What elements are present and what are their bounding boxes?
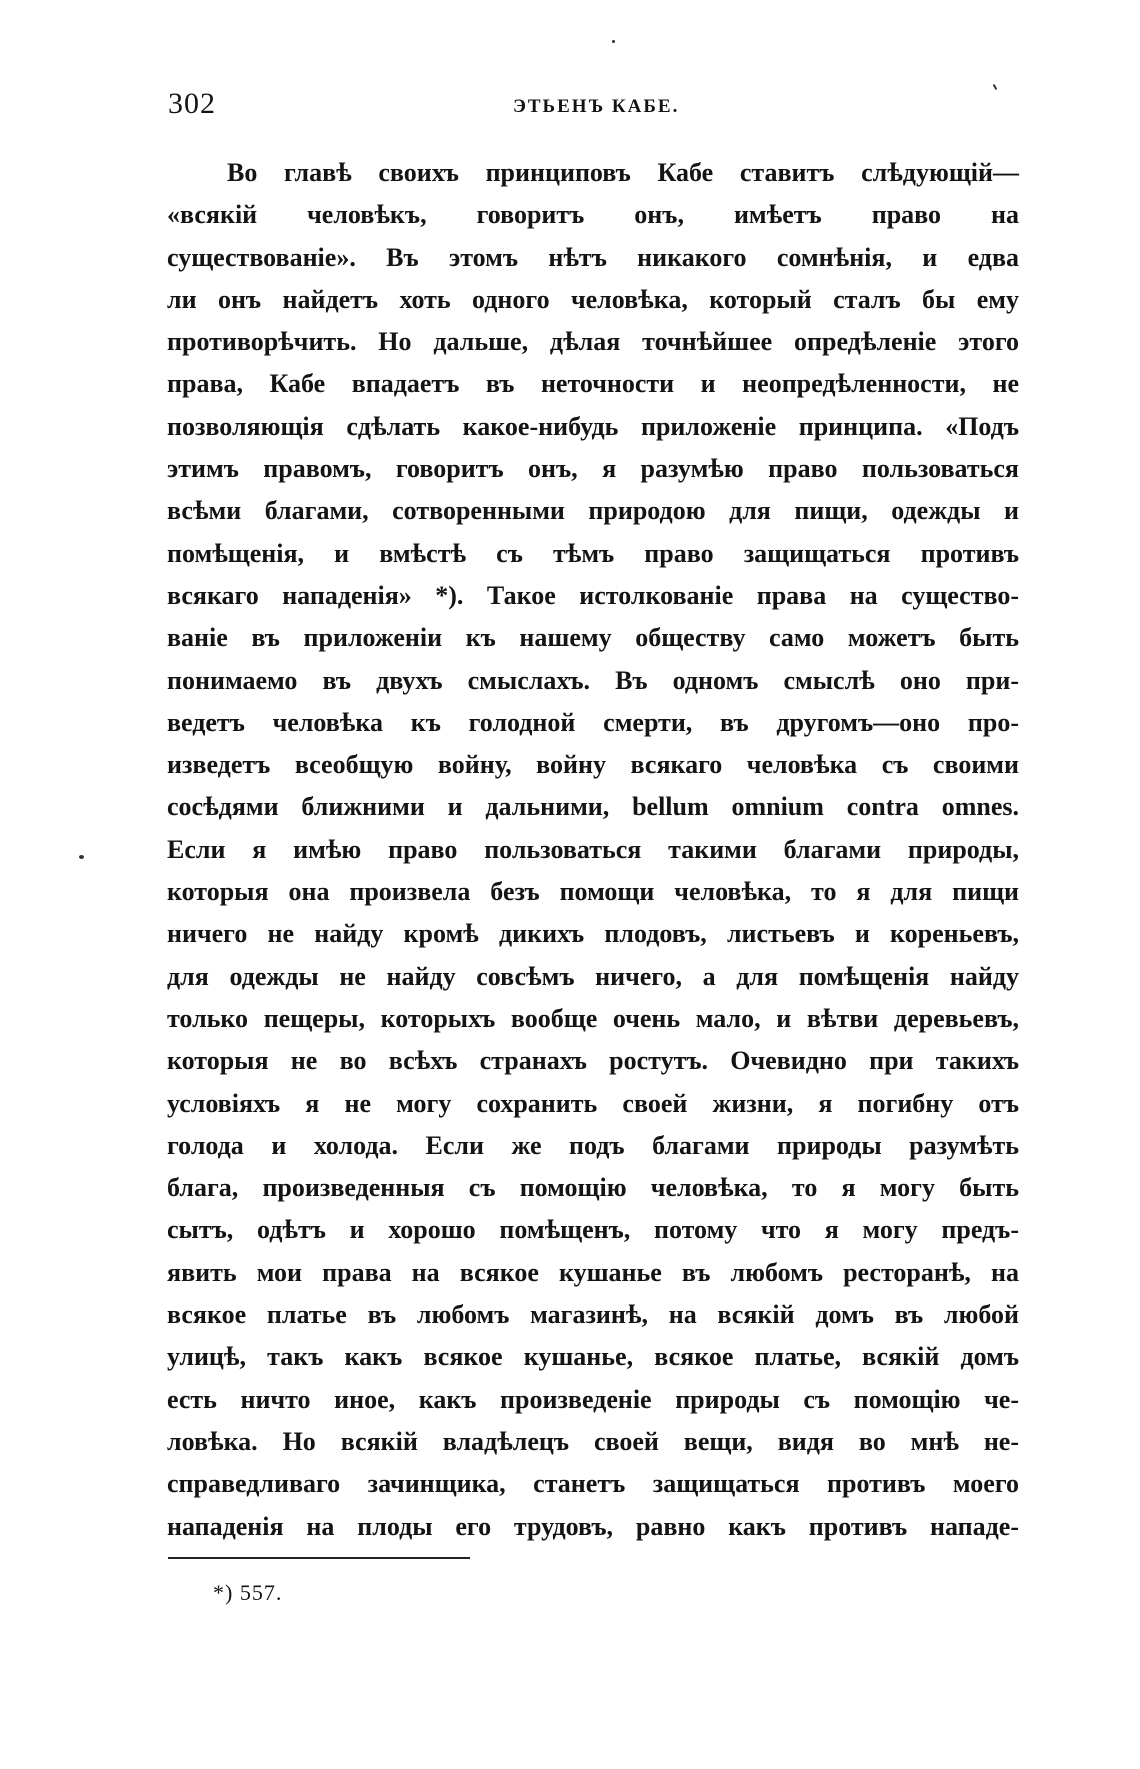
text-line: справедливаго зачинщика, станетъ защищаться противъ моего <box>167 1469 1019 1499</box>
text-line: ваніе въ приложеніи къ нашему обществу само можетъ быть <box>167 623 1019 653</box>
text-line: Если я имѣю право пользоваться такими благами природы, <box>167 834 1019 864</box>
text-line: явить мои права на всякое кушанье въ любомъ ресторанѣ, на <box>167 1257 1019 1287</box>
text-line: Во главѣ своихъ принциповъ Кабе ставитъ слѣдующій— <box>227 158 1019 187</box>
text-line: улицѣ, такъ какъ всякое кушанье, всякое платье, всякій домъ <box>167 1342 1019 1372</box>
text-line: всѣми благами, сотворенными природою для пищи, одежды и <box>167 496 1019 526</box>
text-line: голода и холода. Если же подъ благами природы разумѣть <box>167 1130 1019 1160</box>
text-line: существованіе». Въ этомъ нѣтъ никакого сомнѣнія, и едва <box>167 242 1019 272</box>
text-line: права, Кабе впадаетъ въ неточности и неопредѣленности, не <box>167 369 1019 399</box>
text-line: блага, произведенныя съ помощію человѣка, то я могу быть <box>167 1173 1019 1203</box>
text-line: которыя она произвела безъ помощи человѣка, то я для пищи <box>167 877 1019 907</box>
text-line: только пещеры, которыхъ вообще очень мало, и вѣтви деревьевъ, <box>167 1003 1019 1033</box>
text-line: которыя не во всѣхъ странахъ ростутъ. Очевидно при такихъ <box>167 1046 1019 1076</box>
text-line: «всякій человѣкъ, говоритъ онъ, имѣетъ право на <box>167 200 1019 230</box>
scan-speck <box>79 855 84 859</box>
text-line: ли онъ найдетъ хоть одного человѣка, который сталъ бы ему <box>167 284 1019 314</box>
page-header <box>168 86 1028 126</box>
text-line: противорѣчить. Но дальше, дѣлая точнѣйшее опредѣленіе этого <box>167 327 1019 357</box>
text-line: всякаго нападенія» *). Такое истолкованіе права на существо- <box>167 580 1019 610</box>
text-line: сосѣдями ближними и дальними, bellum omnium contra omnes. <box>167 792 1019 822</box>
footnote: *) 557. <box>213 1580 283 1605</box>
text-line: есть ничто иное, какъ произведеніе природы съ помощію че- <box>167 1384 1019 1414</box>
text-line: этимъ правомъ, говоритъ онъ, я разумѣю право пользоваться <box>167 454 1019 484</box>
body-text <box>167 152 1019 1548</box>
footnote-rule <box>168 1557 470 1559</box>
text-line: сытъ, одѣтъ и хорошо помѣщенъ, потому что я могу предъ- <box>167 1215 1019 1245</box>
text-line: понимаемо въ двухъ смыслахъ. Въ одномъ смыслѣ оно при- <box>167 665 1019 695</box>
text-line: помѣщенія, и вмѣстѣ съ тѣмъ право защищаться противъ <box>167 538 1019 568</box>
text-line: позволяющія сдѣлать какое-нибудь приложеніе принципа. «Подъ <box>167 411 1019 441</box>
page-number: 302 <box>168 87 216 120</box>
text-line: ловѣка. Но всякій владѣлецъ своей вещи, видя во мнѣ не- <box>167 1426 1019 1456</box>
text-line: для одежды не найду совсѣмъ ничего, а для помѣщенія найду <box>167 961 1019 991</box>
running-title: ЭТЬЕНЪ КАБЕ. <box>513 96 680 117</box>
text-line: ничего не найду кромѣ дикихъ плодовъ, листьевъ и кореньевъ, <box>167 919 1019 949</box>
text-line: изведетъ всеобщую войну, войну всякаго человѣка съ своими <box>167 750 1019 780</box>
text-line: всякое платье въ любомъ магазинѣ, на всякій домъ въ любой <box>167 1300 1019 1330</box>
text-line: нападенія на плоды его трудовъ, равно какъ противъ нападе- <box>167 1511 1019 1541</box>
text-line: ведетъ человѣка къ голодной смерти, въ другомъ—оно про- <box>167 707 1019 737</box>
scan-speck <box>612 40 615 43</box>
text-line: условіяхъ я не могу сохранить своей жизни, я погибну отъ <box>167 1088 1019 1118</box>
